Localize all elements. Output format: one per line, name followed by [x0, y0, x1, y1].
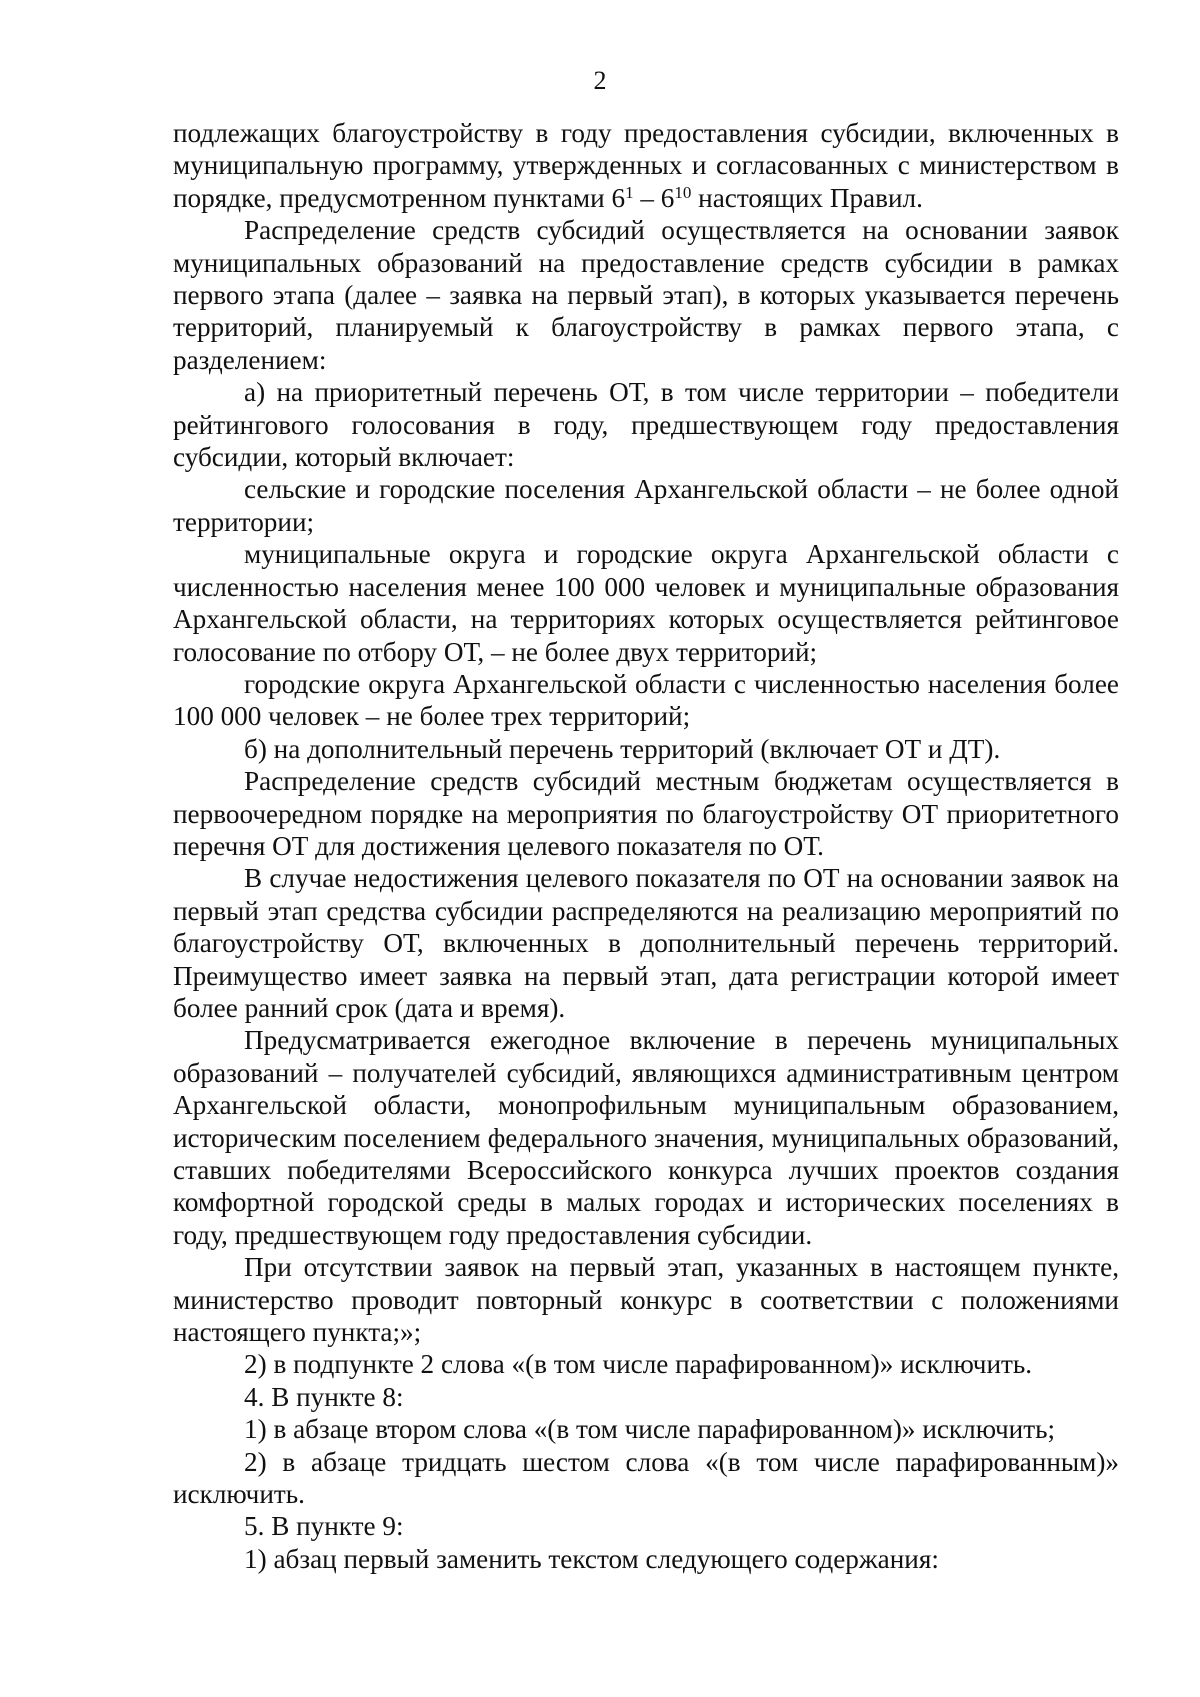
- paragraph-12: 2) в подпункте 2 слова «(в том числе парафированном)» исключить.: [244, 1349, 1033, 1380]
- paragraph-10: Предусматривается ежегодное включение в перечень муниципальных образований – получателей субсидий, являющихся административным центром Архангельской области, монопрофильным муниципальным образованием, историческим поселением федерального значения, муниципальных образований, ставших победителями Всероссийского конкурса лучших проектов создания комфортной городской среды в малых городах и исторических поселениях в году, предшествующем году предоставления субсидии.: [173, 1025, 1119, 1250]
- document-body: [173, 117, 1119, 1575]
- paragraph-1: подлежащих благоустройству в году предоставления субсидии, включенных в муниципальную программу, утвержденных и согласованных с министерством в порядке, предусмотренном пунктами $6^1 - 6^{10}$ настоящих Правил.: [173, 118, 1119, 213]
- paragraph-4: сельские и городские поселения Архангельской области – не более одной территории;: [173, 474, 1119, 537]
- paragraph-8: Распределение средств субсидий местным бюджетам осуществляется в первоочередном порядке на мероприятия по благоустройству ОТ приоритетного перечня ОТ для достижения целевого показателя по ОТ.: [173, 766, 1119, 861]
- paragraph-16: 5. В пункте 9:: [244, 1511, 404, 1542]
- paragraph-11: При отсутствии заявок на первый этап, указанных в настоящем пункте, министерство проводит повторный конкурс в соответствии с положениями настоящего пункта;»;: [173, 1252, 1119, 1348]
- paragraph-7: б) на дополнительный перечень территорий (включает ОТ и ДТ).: [244, 733, 1001, 764]
- paragraph-5: муниципальные округа и городские округа Архангельской области с численностью населения менее 100 000 человек и муниципальные образования Архангельской области, на территориях которых осуществляется рейтинговое голосование по отбору ОТ, – не более двух территорий;: [173, 539, 1119, 667]
- paragraph-13: 4. В пункте 8:: [244, 1381, 404, 1412]
- paragraph-17: 1) абзац первый заменить текстом следующего содержания:: [244, 1543, 939, 1574]
- paragraph-9: В случае недостижения целевого показателя по ОТ на основании заявок на первый этап средства субсидии распределяются на реализацию мероприятий по благоустройству ОТ, включенных в дополнительный перечень территорий. Преимущество имеет заявка на первый этап, дата регистрации которой имеет более ранний срок (дата и время).: [173, 863, 1119, 1023]
- paragraph-6: городские округа Архангельской области с численностью населения более 100 000 человек – не более трех территорий;: [173, 668, 1119, 732]
- paragraph-14: 1) в абзаце втором слова «(в том числе парафированном)» исключить;: [244, 1414, 1056, 1445]
- page-number: 2: [593, 66, 607, 95]
- paragraph-15: 2) в абзаце тридцать шестом слова «(в том числе парафированным)» исключить.: [173, 1446, 1119, 1510]
- paragraph-2: Распределение средств субсидий осуществляется на основании заявок муниципальных образований на предоставление средств субсидии в рамках первого этапа (далее – заявка на первый этап), в которых указывается перечень территорий, планируемый к благоустройству в рамках первого этапа, с разделением:: [173, 215, 1119, 375]
- superscript-10: 10: [674, 182, 692, 202]
- superscript-1: 1: [625, 182, 634, 202]
- paragraph-3: а) на приоритетный перечень ОТ, в том числе территории – победители рейтингового голосования в году, предшествующем году предоставления субсидии, который включает:: [173, 377, 1119, 473]
